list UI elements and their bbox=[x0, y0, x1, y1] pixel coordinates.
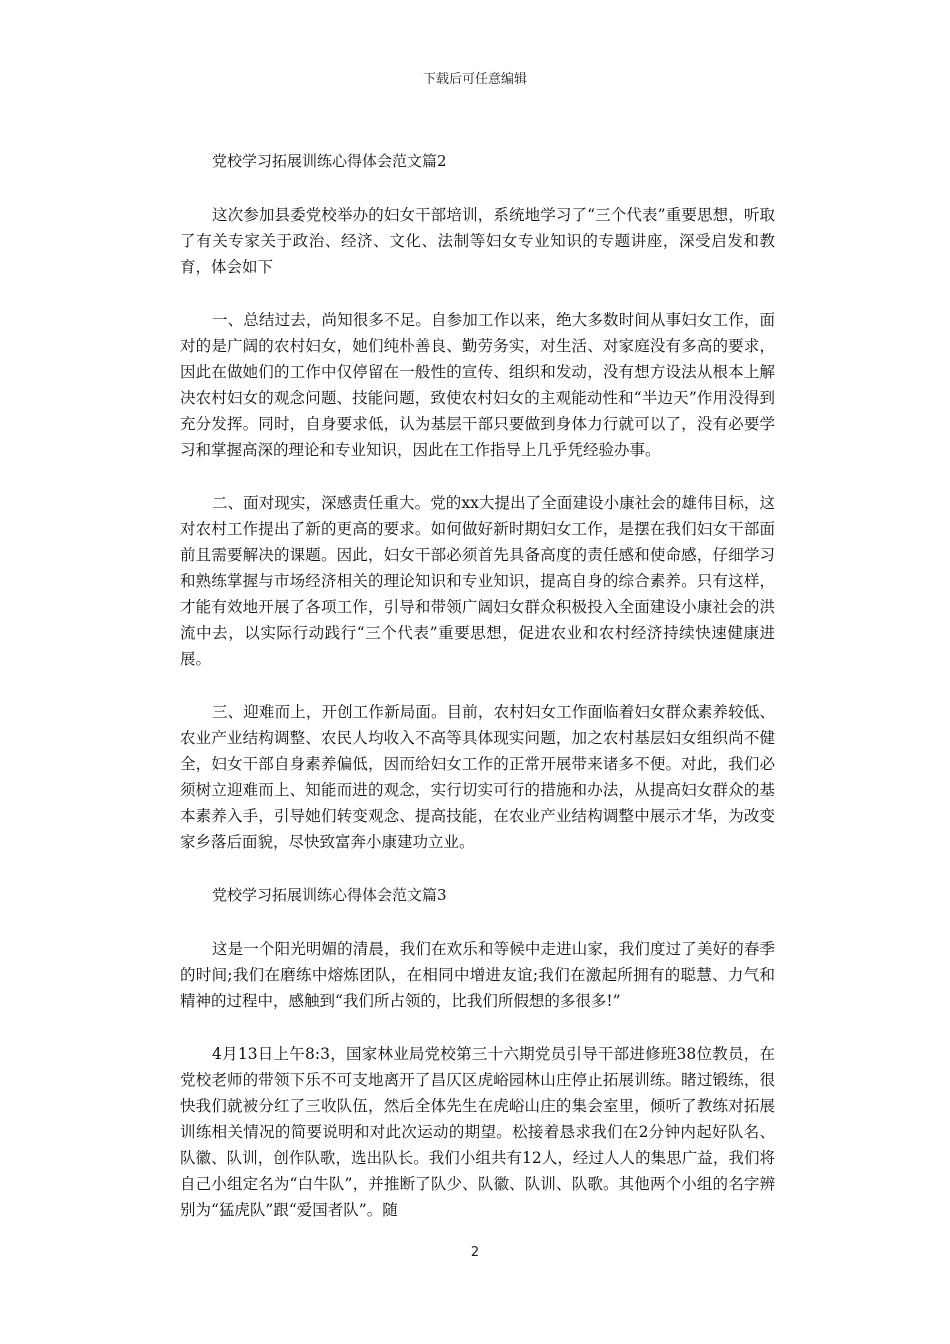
section-3-paragraph-1: 这是一个阳光明媚的清晨，我们在欢乐和等候中走进山家，我们度过了美好的春季的时间;我们在磨练中熔炼团队，在相同中增进友谊;我们在激起所拥有的聪慧、力气和精神的过程中，感触到“我们所占领的，比我们所假想的多很多!” bbox=[180, 940, 775, 1010]
section-2-paragraph-1: 一、总结过去，尚知很多不足。自参加工作以来，绝大多数时间从事妇女工作，面对的是广阔的农村妇女，她们纯朴善良、勤劳务实，对生活、对家庭没有多高的要求，因此在做她们的工作中仅停留在一般性的宣传、组织和发动，没有想方设法从根本上解决农村妇女的观念问题、技能问题，致使农村妇女的主观能动性和“半边天”作用没得到充分发挥。同时，自身要求低，认为基层干部只要做到身体力行就可以了，没有必要学习和掌握高深的理论和专业知识，因此在工作指导上几乎凭经验办事。 bbox=[180, 311, 775, 459]
section-3-title: 党校学习拓展训练心得体会范文篇3 bbox=[212, 886, 447, 904]
section-2-paragraph-intro: 这次参加县委党校举办的妇女干部培训，系统地学习了“三个代表”重要思想，听取了有关专家关于政治、经济、文化、法制等妇女专业知识的专题讲座，深受启发和教育，体会如下 bbox=[180, 206, 775, 276]
page-header: 下载后可任意编辑 bbox=[422, 72, 527, 87]
document-body bbox=[180, 148, 775, 1223]
page-number: 2 bbox=[470, 1245, 480, 1260]
section-2-paragraph-2: 二、面对现实，深感责任重大。党的xx大提出了全面建设小康社会的雄伟目标，这对农村工作提出了新的更高的要求。如何做好新时期妇女工作，是摆在我们妇女干部面前且需要解决的课题。因此，妇女干部必须首先具备高度的责任感和使命感，仔细学习和熟练掌握与市场经济相关的理论知识和专业知识，提高自身的综合素养。只有这样，才能有效地开展了各项工作，引导和带领广阔妇女群众积极投入全面建设小康社会的洪流中去，以实际行动践行“三个代表”重要思想，促进农业和农村经济持续快速健康进展。 bbox=[180, 494, 775, 668]
section-3-paragraph-2: 4月13日上午8:3，国家林业局党校第三十六期党员引导干部进修班38位教员，在党校老师的带领下乐不可支地离开了昌仄区虎峪园林山庄停止拓展训练。睹过锻练，很快我们就被分红了三收队伍，然后全体先生在虎峪山庄的集会室里，倾听了教练对拓展训练相关情况的简要说明和对此次运动的期望。松接着恳求我们在2分钟内起好队名、队徽、队训，创作队歌，选出队长。我们小组共有12人，经过人人的集思广益，我们将自己小组定名为“白牛队”，并推断了队少、队徽、队训、队歌。其他两个小组的名字辨别为“猛虎队”跟“爱国者队”。随 bbox=[180, 1045, 775, 1219]
section-2-paragraph-3: 三、迎难而上，开创工作新局面。目前，农村妇女工作面临着妇女群众素养较低、农业产业结构调整、农民人均收入不高等具体现实问题，加之农村基层妇女组织尚不健全，妇女干部自身素养偏低，因而给妇女工作的正常开展带来诸多不便。对此，我们必须树立迎难而上、知能而进的观念，实行切实可行的措施和办法，从提高妇女群众的基本素养入手，引导她们转变观念、提高技能，在农业产业结构调整中展示才华，为改变家乡落后面貌，尽快致富奔小康建功立业。 bbox=[180, 703, 775, 851]
section-2-title: 党校学习拓展训练心得体会范文篇2 bbox=[212, 152, 447, 170]
